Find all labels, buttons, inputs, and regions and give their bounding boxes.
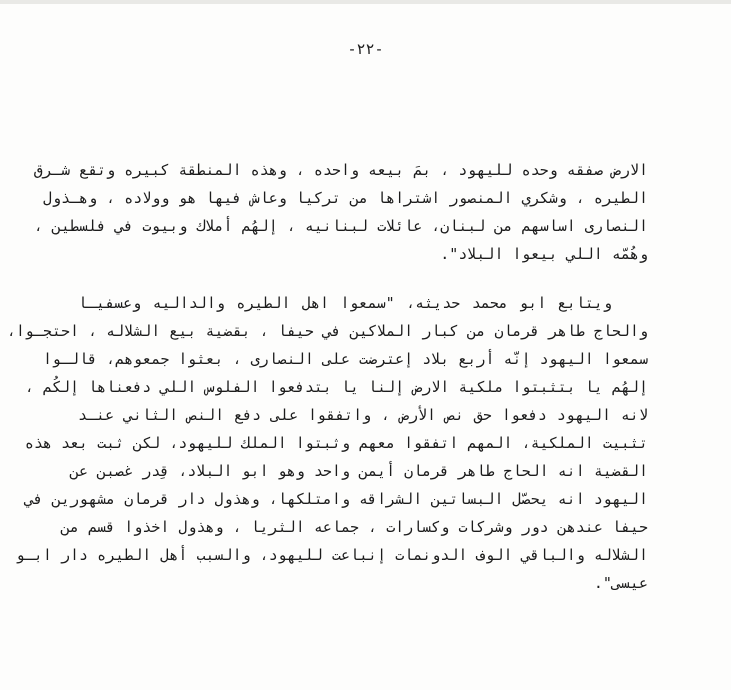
paragraph-2-line: سمعوا اليهود إنّه أربع بلاد إعترضت على النصارى ، بعثوا جمعوهم، قالـوا <box>42 350 648 368</box>
paragraph-1-line: الطيره ، وشكري المنصور اشتراها من تركيا وعاش فيها هو وولاده ، وهـذول <box>42 189 648 207</box>
paragraph-2-line: الشلاله والباقي الوف الدونمات إنباعت لليهود، والسبب أهل الطيره دار ابـو <box>15 546 648 564</box>
paragraph-2-line: ويتابع ابو محمد حديثه، "سمعوا اهل الطيره والداليه وعسفيـا <box>78 294 612 312</box>
paragraph-2-line: لانه اليهود دفعوا حق نص الأرض ، واتفقوا على دفع النص الثاني عنـد <box>78 406 648 424</box>
page-number: -٢٢- <box>347 40 384 58</box>
paragraph-2-line: تثبيت الملكية، المهم اتفقوا معهم وثبتوا الملك لليهود، لكن ثبت بعد هذه <box>24 434 648 452</box>
paragraph-2-line: إلهُم يا بتثبتوا ملكية الارض إلنا يا بتدفعوا الفلوس اللي دفعناها إلكُم ، <box>24 378 648 396</box>
paragraph-2 <box>6 289 648 597</box>
paragraph-2-line: اليهود انه يحصّل البساتين الشراقه وامتلكها، وهذول دار قرمان مشهورين في <box>24 490 648 508</box>
paragraph-1-line: الارض صفقه وحده لليهود ، بمَ بيعه واحده ، وهذه المنطقة كبيره وتقع شـرق <box>33 161 648 179</box>
paragraph-1 <box>33 156 648 268</box>
paragraph-2-line: والحاج طاهر قرمان من كبار الملاكين في حيفا ، بقضية بيع الشلاله ، احتجـوا، <box>6 322 648 340</box>
paragraph-2-line: القضية انه الحاج طاهر قرمان أيمن واحد وهو ابو البلاد، قِدر غصبن عن <box>70 462 648 480</box>
paragraph-1-line: وهُمّه اللي بيعوا البلاد". <box>440 245 648 263</box>
paragraph-2-line: عيسى". <box>593 574 648 592</box>
scan-top-edge <box>0 0 731 4</box>
paragraph-2-line: حيفا عندهن دور وشركات وكسارات ، جماعه الثريا ، وهذول اخذوا قسم من <box>61 518 648 536</box>
paragraph-1-line: النصارى اساسهم من لبنان، عائلات لبنانيه ، إلهُم أملاك وبيوت في فلسطين ، <box>33 217 648 235</box>
